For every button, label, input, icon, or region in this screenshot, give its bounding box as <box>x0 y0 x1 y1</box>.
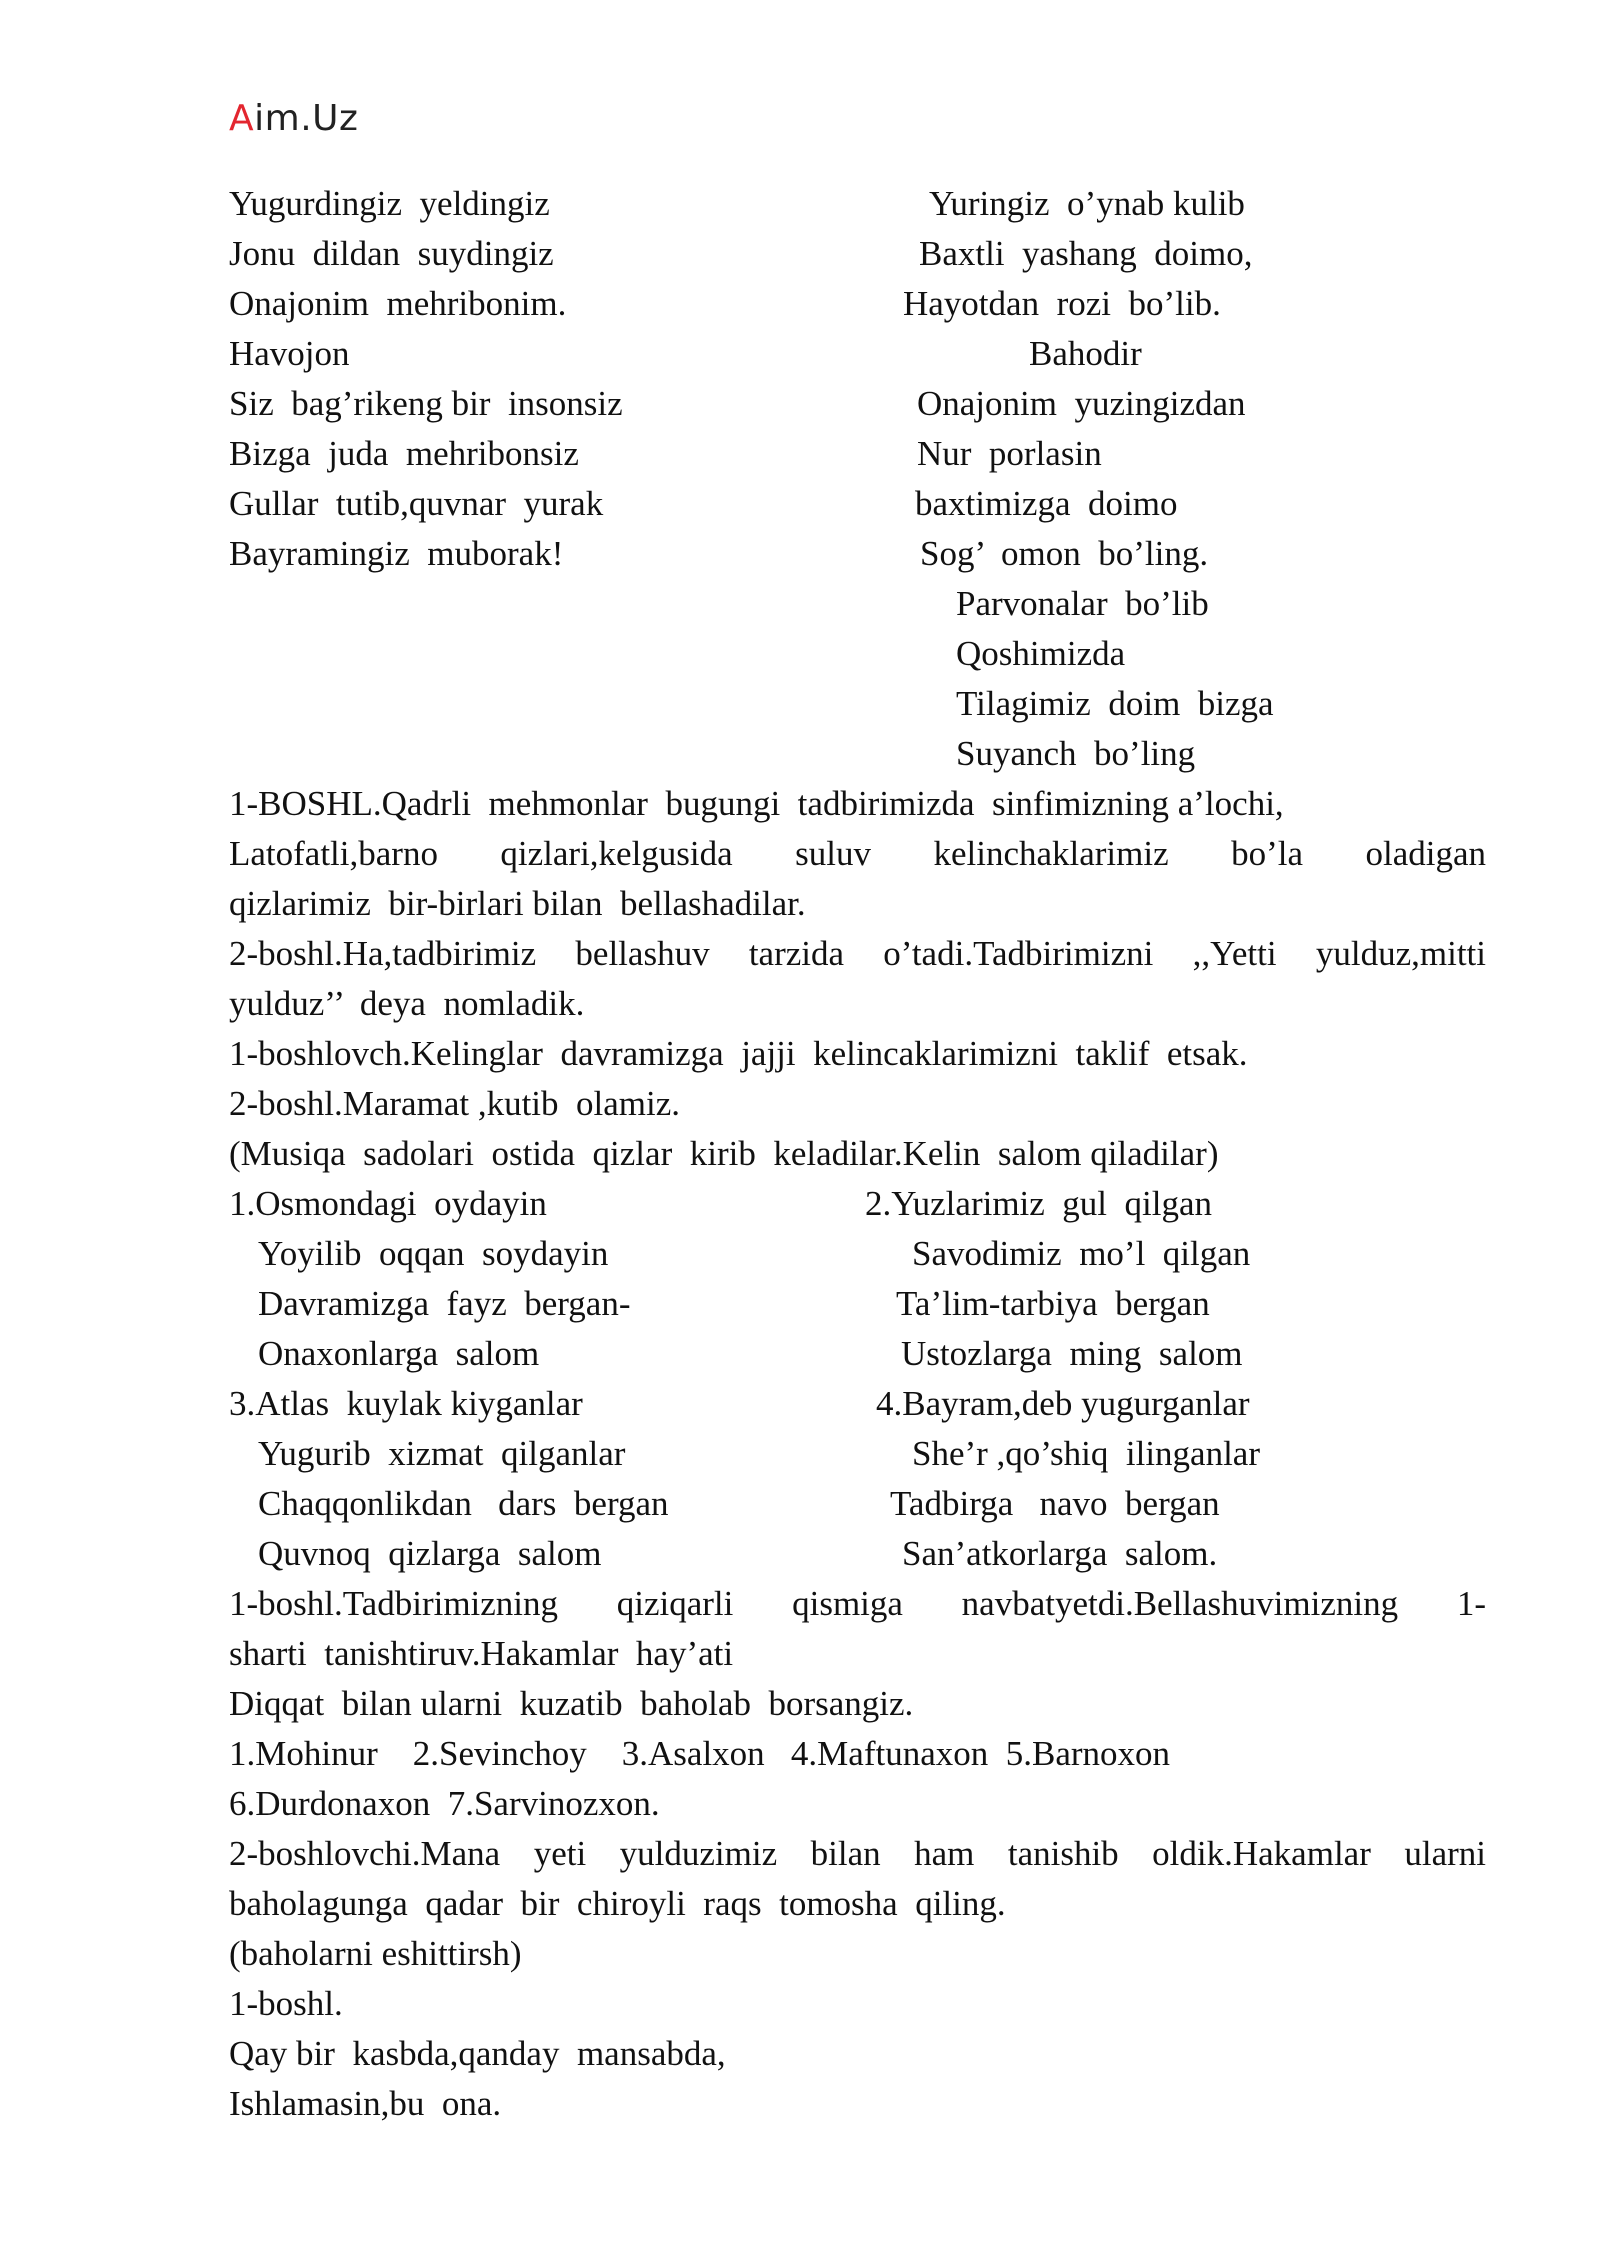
greeting-left-line: 3.Atlas kuylak kiyganlar <box>229 1384 583 1423</box>
poem-left-line: Bizga juda mehribonsiz <box>229 434 579 473</box>
greeting-left-line: Onaxonlarga salom <box>258 1334 540 1373</box>
paragraph-line: (baholarni eshittirsh) <box>229 1934 522 1973</box>
paragraph-line: 2-boshl.Ha,tadbirimiz bellashuv tarzida o’tadi.Tadbirimizni ,,Yetti yulduz,mitti <box>229 934 1486 973</box>
poem-left-line: Gullar tutib,quvnar yurak <box>229 484 604 523</box>
greeting-right-line: Tadbirga navo bergan <box>890 1484 1220 1523</box>
greeting-right-line: 2.Yuzlarimiz gul qilgan <box>865 1184 1213 1223</box>
poem-right-line: Yuringiz o’ynab kulib <box>929 184 1245 223</box>
greeting-left-line: Yoyilib oqqan soydayin <box>258 1234 609 1273</box>
greeting-right-line: San’atkorlarga salom. <box>902 1534 1218 1573</box>
poem-left-line: Onajonim mehribonim. <box>229 284 567 323</box>
poem-left-line: Bayramingiz muborak! <box>229 534 564 573</box>
paragraph-line: baholagunga qadar bir chiroyli raqs tomosha qiling. <box>229 1884 1006 1923</box>
paragraph-line: Latofatli,barno qizlari,kelgusida suluv kelinchaklarimiz bo’la oladigan <box>229 834 1486 873</box>
paragraph-line: Qay bir kasbda,qanday mansabda, <box>229 2034 726 2073</box>
paragraph-line: 1-boshl.Tadbirimizning qiziqarli qismiga navbatyetdi.Bellashuvimizning 1- <box>229 1584 1486 1623</box>
greeting-left-line: Davramizga fayz bergan- <box>258 1284 631 1323</box>
paragraph-line: 2-boshl.Maramat ,kutib olamiz. <box>229 1084 681 1123</box>
poem-left-line: Siz bag’rikeng bir insonsiz <box>229 384 623 423</box>
paragraph-line: (Musiqa sadolari ostida qizlar kirib keladilar.Kelin salom qiladilar) <box>229 1134 1219 1173</box>
greeting-right-line: She’r ,qo’shiq ilinganlar <box>912 1434 1261 1473</box>
contestants-line: 6.Durdonaxon 7.Sarvinozxon. <box>229 1784 660 1823</box>
poem-right-line: Hayotdan rozi bo’lib. <box>903 284 1221 323</box>
poem-right-line: Sog’ omon bo’ling. <box>920 534 1209 573</box>
poem-right-line: Parvonalar bo’lib <box>956 584 1209 623</box>
brand-logo-accent: A <box>229 98 255 139</box>
paragraph-line: sharti tanishtiruv.Hakamlar hay’ati <box>229 1634 734 1673</box>
paragraph-line: 1-boshl. <box>229 1984 343 2023</box>
poem-right-line: Suyanch bo’ling <box>956 734 1196 773</box>
paragraph-line: Ishlamasin,bu ona. <box>229 2084 502 2123</box>
greeting-left-line: Quvnoq qizlarga salom <box>258 1534 602 1573</box>
poem-right-line: Tilagimiz doim bizga <box>956 684 1274 723</box>
poem-left-line: Yugurdingiz yeldingiz <box>229 184 550 223</box>
greeting-left-line: Yugurib xizmat qilganlar <box>258 1434 626 1473</box>
poem-right-line: Bahodir <box>1029 334 1142 373</box>
poem-right-line: Onajonim yuzingizdan <box>917 384 1246 423</box>
greeting-right-line: 4.Bayram,deb yugurganlar <box>876 1384 1250 1423</box>
contestants-line: 1.Mohinur 2.Sevinchoy 3.Asalxon 4.Maftunaxon 5.Barnoxon <box>229 1734 1171 1773</box>
paragraph-line: Diqqat bilan ularni kuzatib baholab borsangiz. <box>229 1684 914 1723</box>
poem-right-line: Nur porlasin <box>917 434 1102 473</box>
brand-logo-text: im.Uz <box>254 98 359 139</box>
paragraph-line: 1-BOSHL.Qadrli mehmonlar bugungi tadbirimizda sinfimizning a’lochi, <box>229 784 1284 823</box>
poem-right-line: Qoshimizda <box>956 634 1126 673</box>
paragraph-line: 2-boshlovchi.Mana yeti yulduzimiz bilan ham tanishib oldik.Hakamlar ularni <box>229 1834 1486 1873</box>
greeting-right-line: Ta’lim-tarbiya bergan <box>896 1284 1210 1323</box>
paragraph-line: 1-boshlovch.Kelinglar davramizga jajji kelincaklarimizni taklif etsak. <box>229 1034 1248 1073</box>
poem-right-line: Baxtli yashang doimo, <box>919 234 1253 273</box>
greeting-right-line: Ustozlarga ming salom <box>901 1334 1243 1373</box>
brand-logo <box>229 98 358 139</box>
greeting-right-line: Savodimiz mo’l qilgan <box>912 1234 1251 1273</box>
poem-left-line: Jonu dildan suydingiz <box>229 234 554 273</box>
poem-left-line: Havojon <box>229 334 350 373</box>
greeting-left-line: 1.Osmondagi oydayin <box>229 1184 547 1223</box>
paragraph-line: qizlarimiz bir-birlari bilan bellashadilar. <box>229 884 806 923</box>
greeting-left-line: Chaqqonlikdan dars bergan <box>258 1484 669 1523</box>
poem-right-line: baxtimizga doimo <box>915 484 1178 523</box>
paragraph-line: yulduz’’ deya nomladik. <box>229 984 585 1023</box>
